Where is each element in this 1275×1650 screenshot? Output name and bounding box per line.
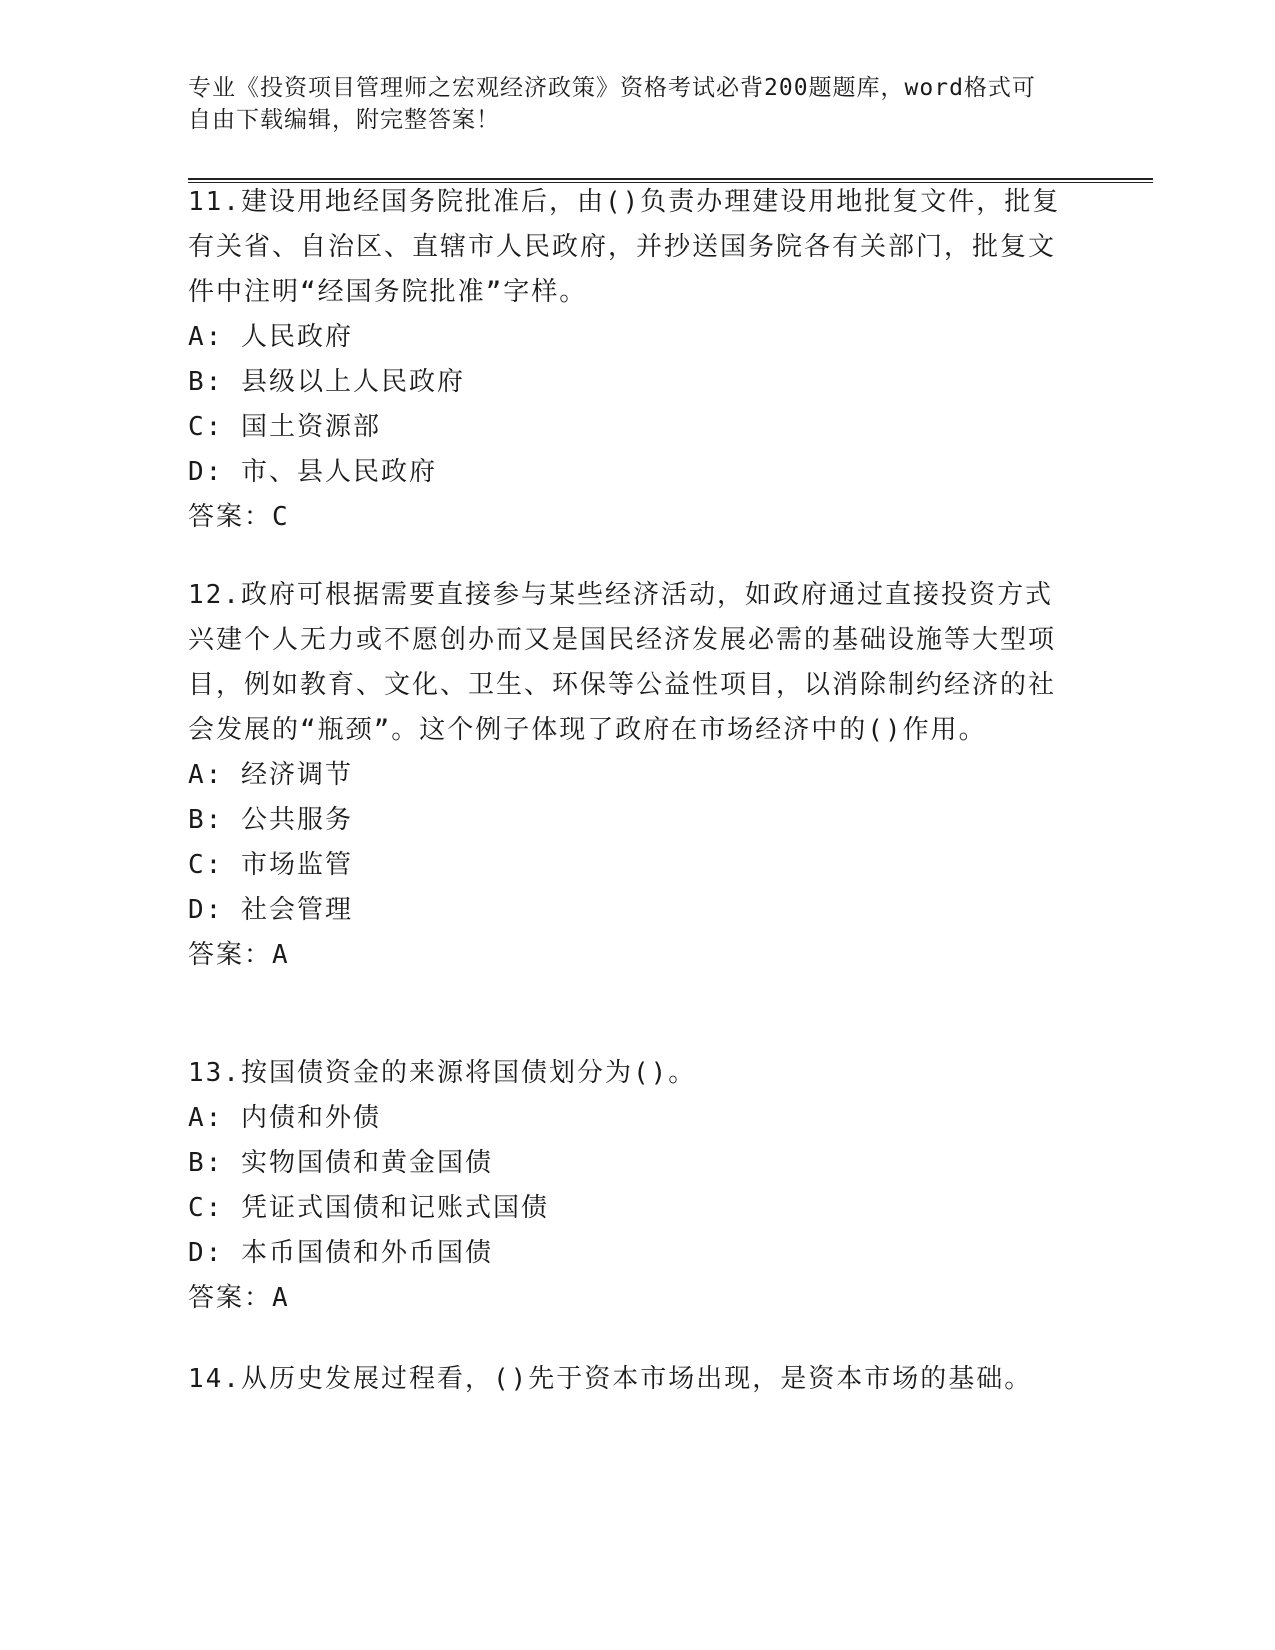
option-c: C: 凭证式国债和记账式国债 xyxy=(188,1193,549,1223)
answer-value: C xyxy=(272,502,290,532)
option-a: A: 内债和外债 xyxy=(188,1103,381,1133)
header-line-2: 自由下载编辑，附完整答案！ xyxy=(188,107,500,133)
answer-label: 答案： xyxy=(188,1283,273,1313)
answer-line xyxy=(188,1276,1068,1321)
option-d: D: 社会管理 xyxy=(188,895,353,925)
question-text: 11.建设用地经国务院批准后，由()负责办理建设用地批复文件，批复有关省、自治区、直辖市人民政府，并抄送国务院各有关部门，批复文件中注明“经国务院批准”字样。 xyxy=(188,187,1061,307)
option-d: D: 市、县人民政府 xyxy=(188,457,437,487)
question-text: 13.按国债资金的来源将国债划分为()。 xyxy=(188,1058,697,1088)
option-b: B: 县级以上人民政府 xyxy=(188,367,465,397)
option-a: A: 经济调节 xyxy=(188,760,353,790)
answer-value: A xyxy=(272,1283,290,1313)
answer-line xyxy=(188,495,1068,540)
answer-label: 答案： xyxy=(188,502,273,532)
option-a: A: 人民政府 xyxy=(188,322,353,352)
header-line-1: 专业《投资项目管理师之宏观经济政策》资格考试必背200题题库，word格式可 xyxy=(188,75,1036,101)
question-14 xyxy=(188,1357,1068,1402)
option-b: B: 公共服务 xyxy=(188,805,353,835)
option-d: D: 本币国债和外币国债 xyxy=(188,1238,493,1268)
option-c: C: 市场监管 xyxy=(188,850,353,880)
question-12 xyxy=(188,573,1068,978)
option-b: B: 实物国债和黄金国债 xyxy=(188,1148,493,1178)
option-c: C: 国土资源部 xyxy=(188,412,381,442)
answer-value: A xyxy=(272,940,290,970)
question-11 xyxy=(188,180,1068,540)
answer-line xyxy=(188,933,1068,978)
document-header xyxy=(188,72,1068,136)
question-13 xyxy=(188,1051,1068,1321)
question-text: 12.政府可根据需要直接参与某些经济活动，如政府通过直接投资方式兴建个人无力或不愿创办而又是国民经济发展必需的基础设施等大型项目，例如教育、文化、卫生、环保等公益性项目，以消除制约经济的社会发展的“瓶颈”。这个例子体现了政府在市场经济中的()作用。 xyxy=(188,580,1057,745)
answer-label: 答案： xyxy=(188,940,273,970)
question-text: 14.从历史发展过程看，()先于资本市场出现，是资本市场的基础。 xyxy=(188,1364,1033,1394)
